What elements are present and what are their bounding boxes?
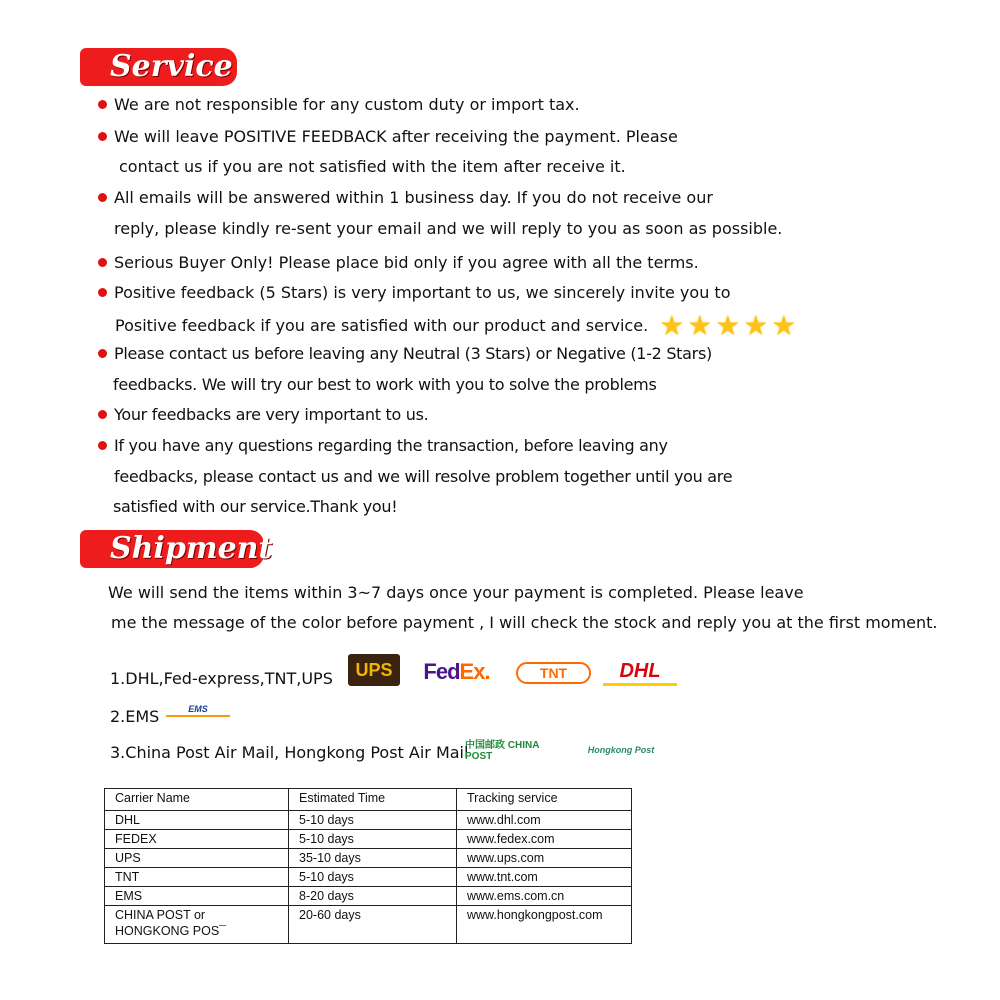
time-cell: 5-10 days	[289, 811, 457, 830]
table-row	[105, 849, 632, 868]
carrier-cell: CHINA POST or HONGKONG POS¯	[105, 906, 289, 944]
service-item-8-cont: feedbacks, please contact us and we will resolve problem together until you are	[114, 467, 733, 486]
bullet-icon	[98, 349, 107, 358]
table-row	[105, 811, 632, 830]
service-item-6-cont: feedbacks. We will try our best to work with you to solve the problems	[113, 375, 657, 394]
time-cell: 20-60 days	[289, 906, 457, 944]
shipping-option-1: 1.DHL,Fed-express,TNT,UPS	[110, 669, 333, 688]
column-header: Carrier Name	[105, 789, 289, 811]
tracking-cell: www.hongkongpost.com	[457, 906, 632, 944]
hongkong-post-logo-icon: Hongkong Post	[587, 745, 655, 755]
column-header: Estimated Time	[289, 789, 457, 811]
service-item-5: Positive feedback (5 Stars) is very important to us, we sincerely invite you to	[98, 283, 730, 303]
service-item-3-cont: reply, please kindly re-sent your email and we will reply to you as soon as possible.	[114, 219, 783, 238]
service-item-3: All emails will be answered within 1 business day. If you do not receive our	[98, 188, 713, 208]
bullet-icon	[98, 410, 107, 419]
bullet-icon	[98, 441, 107, 450]
bullet-icon	[98, 100, 107, 109]
fedex-logo-icon: Fed Ex.	[423, 659, 490, 684]
shipping-option-3: 3.China Post Air Mail, Hongkong Post Air Mail	[110, 743, 469, 762]
carrier-cell: UPS	[105, 849, 289, 868]
service-banner: Service	[80, 48, 237, 86]
ems-logo-icon: EMS	[166, 703, 230, 717]
china-post-logo-icon: 中国邮政 CHINA POST	[465, 740, 540, 762]
carrier-cell: DHL	[105, 811, 289, 830]
time-cell: 35-10 days	[289, 849, 457, 868]
service-item-8-cont-2: satisfied with our service.Thank you!	[113, 497, 398, 516]
column-header: Tracking service	[457, 789, 632, 811]
star-icon: ★	[687, 309, 713, 342]
service-item-8: If you have any questions regarding the transaction, before leaving any	[98, 436, 668, 456]
service-item-2-cont: contact us if you are not satisfied with the item after receive it.	[119, 157, 626, 176]
shipment-banner: Shipment	[80, 530, 264, 568]
service-item-7: Your feedbacks are very important to us.	[98, 405, 428, 425]
carrier-table	[104, 788, 632, 944]
ups-logo-icon: UPS	[348, 654, 400, 686]
service-item-6: Please contact us before leaving any Neutral (3 Stars) or Negative (1-2 Stars)	[98, 344, 712, 364]
table-row	[105, 830, 632, 849]
service-item-1: We are not responsible for any custom duty or import tax.	[98, 95, 580, 115]
table-row	[105, 887, 632, 906]
tracking-cell: www.tnt.com	[457, 868, 632, 887]
tnt-logo-icon: TNT	[516, 662, 591, 684]
time-cell: 8-20 days	[289, 887, 457, 906]
star-icon: ★	[743, 309, 769, 342]
carrier-cell: FEDEX	[105, 830, 289, 849]
table-row	[105, 906, 632, 944]
table-row	[105, 868, 632, 887]
tracking-cell: www.ups.com	[457, 849, 632, 868]
service-item-2: We will leave POSITIVE FEEDBACK after receiving the payment. Please	[98, 127, 678, 147]
bullet-icon	[98, 193, 107, 202]
shipment-intro-1: We will send the items within 3~7 days once your payment is completed. Please leave	[108, 583, 804, 602]
service-item-5-cont: Positive feedback if you are satisfied with our product and service. ★ ★ ★ ★ ★	[115, 313, 799, 340]
tracking-cell: www.dhl.com	[457, 811, 632, 830]
shipping-option-2: 2.EMS	[110, 707, 160, 726]
star-icon: ★	[771, 309, 797, 342]
star-rating	[659, 309, 799, 342]
tracking-cell: www.ems.com.cn	[457, 887, 632, 906]
bullet-icon	[98, 258, 107, 267]
bullet-icon	[98, 288, 107, 297]
carrier-cell: EMS	[105, 887, 289, 906]
star-icon: ★	[659, 309, 685, 342]
table-header-row	[105, 789, 632, 811]
time-cell: 5-10 days	[289, 868, 457, 887]
dhl-logo-icon: DHL	[603, 660, 677, 686]
service-item-4: Serious Buyer Only! Please place bid only if you agree with all the terms.	[98, 253, 699, 273]
star-icon: ★	[715, 309, 741, 342]
bullet-icon	[98, 132, 107, 141]
tracking-cell: www.fedex.com	[457, 830, 632, 849]
carrier-cell: TNT	[105, 868, 289, 887]
shipment-intro-2: me the message of the color before payment , I will check the stock and reply you at the first moment.	[111, 613, 938, 632]
time-cell: 5-10 days	[289, 830, 457, 849]
